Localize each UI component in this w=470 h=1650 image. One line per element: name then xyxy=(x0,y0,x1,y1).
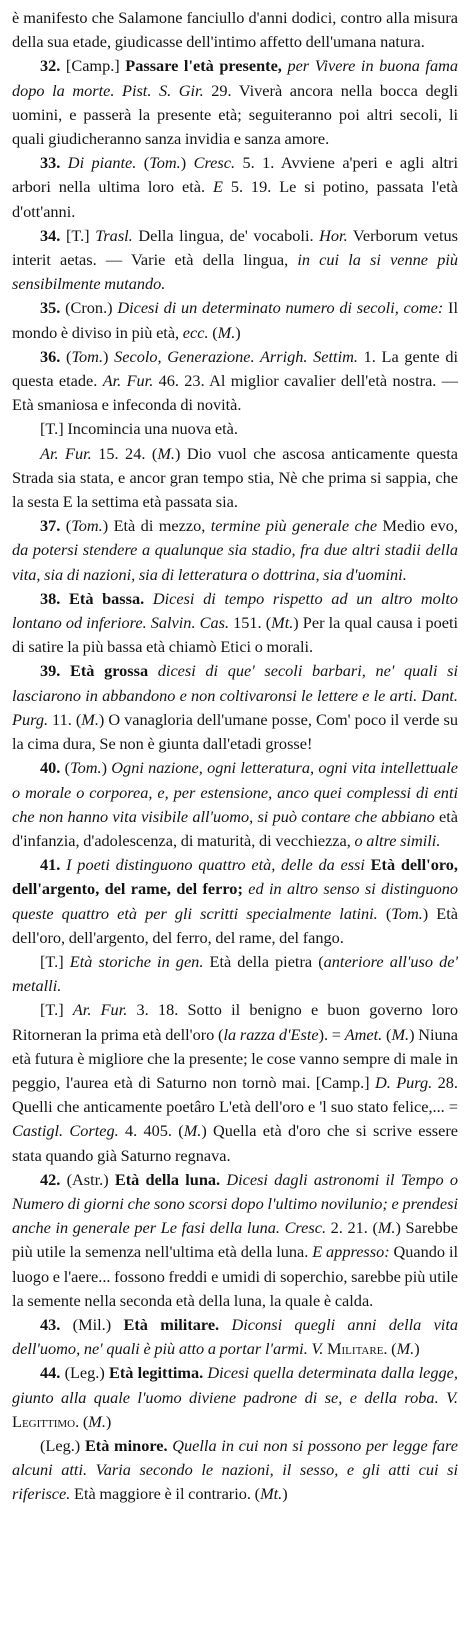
text-run: 29. Viverà ancora nella bocca degli uomini, e passerà la presente età; seguiteranno poi altri secoli, li quali giudicheranno sanza invidia e sanza amore. xyxy=(12,80,459,149)
entry-number: 36. xyxy=(40,346,61,366)
text-run: per Vivere in buona fama dopo la morte. Pist. S. Gir. xyxy=(12,56,458,100)
entry-paragraph xyxy=(12,756,458,853)
text-run: ). = xyxy=(318,1024,345,1044)
text-run: (Leg.) xyxy=(40,1435,85,1455)
text-run: ) Niuna età futura è migliore che la presente; le cose vanno sempre di male in peggio, l'aurea età di Saturno non tornò mai. [Camp.] xyxy=(12,1024,459,1092)
text-run: 4. 405. ( xyxy=(118,1121,184,1141)
text-run: Quella in cui non si possono per legge fare alcuni atti. Varia secondo le nazioni, il sesso, e gli atti cui si riferisce. xyxy=(12,1435,458,1504)
text-run: (Astr.) xyxy=(60,1169,115,1189)
text-run: M. xyxy=(157,443,175,463)
entry-number: 41. xyxy=(40,855,61,875)
text-run: Ogni nazione, ogni letteratura, ogni vita intellettuale o morale o corporea, e, per estensione, anco quei complessi di enti che non hanno vita visibile all'uomo, si può contare che abbiano xyxy=(12,758,459,826)
text-run: ecc. xyxy=(182,322,209,342)
text-run: ) xyxy=(101,758,112,778)
text-run: Tom. xyxy=(149,153,181,173)
text-run: Età dell'oro, dell'argento, del rame, del ferro; xyxy=(12,855,458,899)
entry-number: 40. xyxy=(40,758,61,778)
text-run: ( xyxy=(377,903,392,923)
text-run: 151. ( xyxy=(229,613,272,633)
text-run: 28. Quelli che anticamente poetâro L'età dell'oro e 'l suo stato felice,... = xyxy=(12,1072,458,1117)
entry-number: 33. xyxy=(40,153,61,173)
text-run: D. Purg. xyxy=(375,1072,433,1092)
text-run: Età legittima. xyxy=(109,1363,204,1383)
entry-paragraph xyxy=(12,1434,458,1507)
text-run: Età della luna. xyxy=(114,1169,221,1189)
entry-number: 43. xyxy=(40,1314,61,1334)
entry-paragraph xyxy=(12,224,458,297)
text-run: M. xyxy=(377,1218,396,1238)
text-run: ( xyxy=(60,758,71,778)
text-run: [T.] xyxy=(60,225,96,245)
entry-paragraph xyxy=(12,1361,458,1434)
entry-number: 37. xyxy=(40,516,61,536)
text-run: Passare l'età presente, xyxy=(125,56,282,76)
text-run: 1. La gente di questa etade. xyxy=(12,346,458,391)
text-run: (Mil.) xyxy=(60,1314,124,1334)
text-run: 15. 24. ( xyxy=(91,443,158,463)
text-run: 5. 1. Avviene a'peri e agli altri arbori nella ultima loro età. xyxy=(12,153,458,197)
entry-number: 32. xyxy=(40,56,61,76)
text-run: M. xyxy=(217,322,236,342)
entry-paragraph xyxy=(12,659,458,756)
entry-paragraph xyxy=(12,417,458,441)
text-run: Amet. xyxy=(344,1024,383,1044)
text-run: Ar. Fur. xyxy=(102,371,154,391)
text-run: 5. 19. Le si potino, passata l'età d'ott'anni. xyxy=(12,177,458,221)
text-run: Secolo, Generazione. Arrigh. Settim. xyxy=(114,346,358,366)
text-run: ) xyxy=(180,153,194,173)
text-run: ) Quella età d'oro che si scrive essere stata quando già Saturno regnava. xyxy=(12,1121,458,1165)
text-run: . ( xyxy=(383,1339,397,1359)
text-run: Di piante. xyxy=(60,153,137,173)
text-run: Età maggiore è il contrario. ( xyxy=(70,1484,261,1504)
text-run: I poeti distinguono quattro età, delle da essi xyxy=(66,855,365,875)
text-run: ( xyxy=(208,322,218,342)
text-run: [T.] xyxy=(40,951,70,971)
text-run: . ( xyxy=(75,1411,89,1431)
text-run: [T.] xyxy=(40,1000,73,1020)
entry-paragraph xyxy=(12,853,458,950)
text-run: da potersi stendere a qualunque sia stadio, fra due altri stadii della vita, sia di nazioni, sia di letteratura o dottrina, sia d'uomini. xyxy=(12,540,458,584)
text-run: ( xyxy=(136,153,150,173)
text-run: Cresc. xyxy=(193,153,236,173)
text-run: ) xyxy=(282,1484,288,1504)
text-run: ) xyxy=(103,346,115,366)
text-run: ) Età dell'oro, dell'argento, del ferro, del rame, del fango. xyxy=(12,903,458,947)
text-run: Mt. xyxy=(271,613,294,633)
text-run: in cui la si venne più sensibilmente mutando. xyxy=(12,250,458,294)
text-run: ) Per la qual causa i poeti di satire la più bassa età chiamò Etici o morali. xyxy=(12,613,458,657)
text-run: 3. 18. Sotto il benigno e buon governo loro Ritorneran la prima età dell'oro ( xyxy=(12,1000,458,1044)
text-run: ) O vanagloria dell'umane posse, Com' poco il verde su la cima dura, Se non è giunta dall'etadi grosse! xyxy=(12,709,458,754)
text-run: Età della pietra ( xyxy=(203,951,324,971)
text-run: 46. 23. Al miglior cavalier dell'età nostra. — Età smaniosa e infeconda di novità. xyxy=(12,371,458,415)
text-run: ) xyxy=(235,322,241,342)
entry-paragraph xyxy=(12,54,458,151)
text-run: Tom. xyxy=(391,903,423,923)
text-run: ed in altro senso si distinguono queste quattro età per gli scritti specialmente latini. xyxy=(12,879,458,923)
text-run: [T.] Incomincia una nuova età. xyxy=(40,419,238,439)
entry-paragraph xyxy=(12,6,458,54)
text-run: Età militare. xyxy=(123,1314,220,1334)
entry-paragraph xyxy=(12,296,458,344)
text-run: Dicesi dagli astronomi il Tempo o Numero di giorni che sono scorsi dopo l'ultimo novilunio; e prendesi anche in generale per Le fasi della luna. Cresc. xyxy=(12,1169,458,1238)
text-run: ( xyxy=(382,1024,392,1044)
text-run: E appresso: xyxy=(312,1242,390,1262)
text-run: ( xyxy=(60,346,72,366)
entry-number: 42. xyxy=(40,1169,61,1189)
text-run: M. xyxy=(88,1411,106,1431)
entry-number: 35. xyxy=(40,298,61,318)
text-run: o altre simili. xyxy=(354,830,441,850)
text-run: Tom. xyxy=(71,516,103,536)
text-run: M. xyxy=(183,1121,202,1141)
text-run: Tom. xyxy=(71,346,104,366)
entry-paragraph xyxy=(12,1168,458,1313)
text-run: ) Sarebbe più utile la semenza nell'ultima età della luna. xyxy=(12,1218,458,1262)
text-run: E xyxy=(212,177,223,197)
entry-number: 38. xyxy=(40,588,61,608)
entry-number: 34. xyxy=(40,225,61,245)
text-run: Mt. xyxy=(260,1484,283,1504)
text-run: Castigl. Corteg. xyxy=(12,1121,119,1141)
text-run: Età minore. xyxy=(84,1435,168,1455)
text-run: ( xyxy=(60,516,72,536)
text-run: Ar. Fur. xyxy=(72,1000,128,1020)
entry-paragraph xyxy=(12,998,458,1167)
text-run: (Cron.) xyxy=(60,298,118,318)
entry-paragraph xyxy=(12,1313,458,1361)
entry-paragraph xyxy=(12,587,458,660)
text-run: ) xyxy=(105,1411,112,1431)
text-run: Verborum vetus interit aetas. — Varie età della lingua, xyxy=(12,225,458,270)
text-run: (Leg.) xyxy=(60,1363,109,1383)
text-run xyxy=(60,589,69,608)
text-run: termine più generale che xyxy=(210,516,378,536)
entry-paragraph xyxy=(12,151,458,224)
text-run: ) Dio vuol che ascosa anticamente questa Strada sia stata, e ancor gran tempo stia, Nè che prima si sappia, che la sesta E la settima età passata sia. xyxy=(12,443,459,512)
text-run: ) Età di mezzo, xyxy=(102,516,211,536)
text-run: Dicesi di un determinato numero di secoli, come: xyxy=(117,298,444,318)
text-run xyxy=(60,661,70,680)
entry-paragraph xyxy=(12,950,458,998)
text-run: età d'infanzia, d'adolescenza, di maturità, di vecchiezza, xyxy=(12,806,458,850)
entry-number: 44. xyxy=(40,1363,61,1383)
text-run: Legittimo xyxy=(12,1411,76,1431)
text-run: Quando il luogo e l'aere... fossono freddi e umidi di soperchio, sarebbe più utile la semente nella seconda età della luna, la quale è calda. xyxy=(12,1242,458,1310)
text-run: M. xyxy=(396,1339,415,1359)
text-run: Dicesi di tempo rispetto ad un altro molto lontano od inferiore. Salvin. Cas. xyxy=(12,588,459,633)
text-run: anteriore all'uso de' metalli. xyxy=(12,951,458,996)
text-run: dicesi di que' secoli barbari, ne' quali si lasciarono in abbandono e non coltivaronsi le lettere e le arti. Dant. Purg. xyxy=(12,661,458,729)
text-run: Medio evo, xyxy=(377,516,458,536)
text-run: Il mondo è diviso in più età, xyxy=(12,298,458,342)
text-run: Diconsi quegli anni della vita dell'uomo, ne' quali è più atto a portar l'armi. V. xyxy=(12,1314,458,1359)
text-run: Dicesi quella determinata dalla legge, giunto alla quale l'uomo diviene padrone di se, e della roba. V. xyxy=(12,1363,458,1407)
text-run: Tom. xyxy=(70,758,102,778)
entry-paragraph xyxy=(12,514,458,587)
text-run: Ar. Fur. xyxy=(40,443,92,463)
entry-paragraph xyxy=(12,345,458,418)
text-run: Militare xyxy=(327,1339,384,1359)
text-run: Trasl. xyxy=(95,225,133,245)
text-run: Della lingua, de' vocaboli. xyxy=(132,225,320,245)
text-run: la razza d'Este xyxy=(223,1024,319,1044)
text-run: Età bassa. xyxy=(69,588,145,608)
text-run: [Camp.] xyxy=(60,56,126,76)
text-run: Hor. xyxy=(319,225,348,245)
text-run: M. xyxy=(81,709,99,729)
entry-paragraph xyxy=(12,442,458,515)
text-run: Età grossa xyxy=(70,661,149,681)
text-run: Età storiche in gen. xyxy=(69,951,204,971)
text-run: 2. 21. ( xyxy=(326,1218,378,1238)
entry-number: 39. xyxy=(40,661,61,681)
text-run: è manifesto che Salamone fanciullo d'anni dodici, contro alla misura della sua etade, giudicasse dell'intimo affetto dell'umana natura. xyxy=(12,8,458,52)
text-run: M. xyxy=(391,1024,410,1044)
text-run: ) xyxy=(414,1339,420,1359)
text-run: 11. ( xyxy=(48,709,82,729)
